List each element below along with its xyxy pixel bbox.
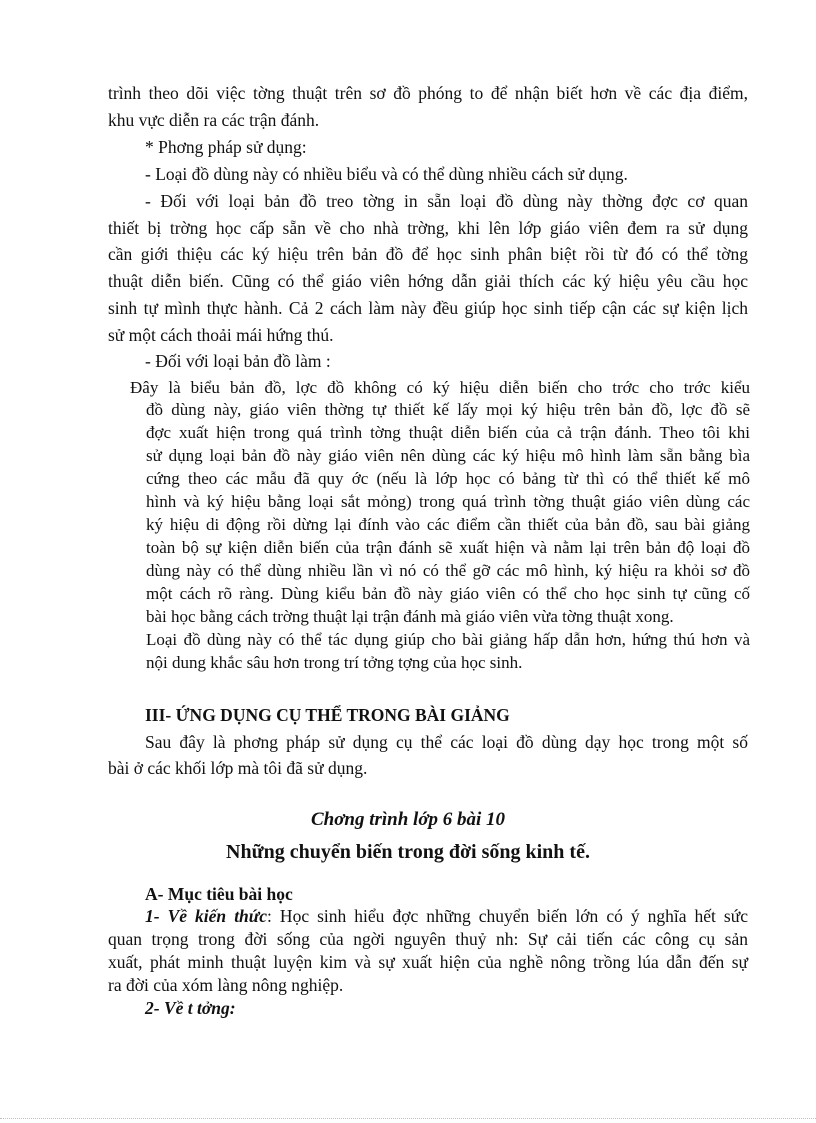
paragraph-line: bài ở các khối lớp mà tôi đã sử dụng. [108, 758, 368, 778]
block-line: ký hiệu di động rồi dừng lại đính vào các điểm cần thiết của bản đồ, sau bài giảng [146, 515, 750, 534]
paragraph-line: quan trọng trong đời sống của ngời nguyên thuỷ nh: Sự cải tiến các công cụ sản [108, 929, 748, 949]
page-bottom-divider [0, 1118, 816, 1119]
block-line: dùng này có thể dùng nhiều lần vì nó có thể gỡ các mô hình, ký hiệu ra khỏi sơ đồ [146, 561, 750, 580]
paragraph-line: trình theo dõi việc tờng thuật trên sơ đồ phóng to để nhận biết hơn về các địa điểm, [108, 83, 748, 103]
knowledge-text: : Học sinh hiểu đợc những chuyển biến lớn có ý nghĩa hết sức [267, 906, 748, 926]
block-line: đợc xuất hiện trong quá trình tờng thuật diễn biến của cả trận đánh. Theo tôi khi [146, 423, 750, 442]
bullet-line: - Đối với loại bản đồ treo tờng in sẵn loại đồ dùng này thờng đợc cơ quan [145, 191, 748, 211]
block-line: đồ dùng này, giáo viên thờng tự thiết kế lấy mọi ký hiệu trên bản đồ, lợc đồ sẽ [146, 400, 750, 419]
method-heading: * Phơng pháp sử dụng: [145, 137, 307, 157]
block-line: nội dung khắc sâu hơn trong trí tởng tợng của học sinh. [146, 653, 523, 672]
paragraph-line: khu vực diễn ra các trận đánh. [108, 110, 320, 130]
knowledge-line [145, 905, 748, 927]
knowledge-label: 1- Về kiến thức [145, 906, 268, 926]
block-line: Loại đồ dùng này có thể tác dụng giúp cho bài giảng hấp dẫn hơn, hứng thú hơn và [146, 630, 750, 649]
thought-label: 2- Về t tởng: [145, 998, 236, 1018]
paragraph-line: cần giới thiệu các ký hiệu trên bản đồ để học sinh phân biệt rồi từ đó có thể tờng [108, 244, 748, 264]
paragraph-line: sử một cách thoải mái hứng thú. [108, 325, 334, 345]
chapter-subtitle: Những chuyển biến trong đời sống kinh tế. [226, 841, 590, 863]
section-heading: III- ỨNG DỤNG CỤ THỂ TRONG BÀI GIẢNG [145, 705, 510, 725]
block-line: một cách rõ ràng. Dùng kiểu bản đồ này giáo viên có thể cho học sinh tự cũng cố [146, 584, 750, 603]
block-line: bài học bằng cách trờng thuật lại trận đánh mà giáo viên vừa tờng thuật xong. [146, 607, 674, 626]
paragraph-line: thiết bị trờng học cấp sẵn về cho nhà trờng, khi lên lớp giáo viên đem ra sử dụng [108, 218, 748, 238]
objectives-heading: A- Mục tiêu bài học [145, 884, 293, 904]
paragraph-line: Sau đây là phơng pháp sử dụng cụ thể các loại đồ dùng dạy học trong một số [145, 732, 748, 752]
bullet-line: - Đối với loại bản đồ làm : [145, 351, 331, 371]
paragraph-line: xuất, phát minh thuật luyện kim và sự xuất hiện của nghề nông trồng lúa dẫn đến sự [108, 952, 748, 972]
paragraph-line: thuật diễn biến. Cũng có thể giáo viên hớng dẫn giải thích các ký hiệu yêu cầu học [108, 271, 748, 291]
paragraph-line: ra đời của xóm làng nông nghiệp. [108, 975, 344, 995]
block-line: Đây là biểu bản đồ, lợc đồ không có ký hiệu diễn biến cho trớc cho trớc kiểu [130, 378, 750, 397]
block-line: toàn bộ sự kiện diễn biến của trận đánh sẽ xuất hiện và nằm lại trên bản độ loại đồ [146, 538, 750, 557]
chapter-title: Chơng trình lớp 6 bài 10 [310, 809, 506, 830]
block-line: cứng theo các mẫu đã quy ớc (nếu là lớp học có bảng từ thì có thể thiết kế mô [146, 469, 750, 488]
block-line: sử dụng loại bản đồ này giáo viên nên dùng các ký hiệu mô hình làm sẵn bằng bìa [146, 446, 750, 465]
bullet-line: - Loại đồ dùng này có nhiều biểu và có thể dùng nhiều cách sử dụng. [145, 164, 628, 184]
paragraph-line: sinh tự mình thực hành. Cả 2 cách làm này đều giúp học sinh tiếp cận các sự kiện lịch [108, 298, 748, 318]
block-line: hình và ký hiệu bằng loại sắt mỏng) trong quá trình tờng thuật giáo viên dùng các [146, 492, 750, 511]
